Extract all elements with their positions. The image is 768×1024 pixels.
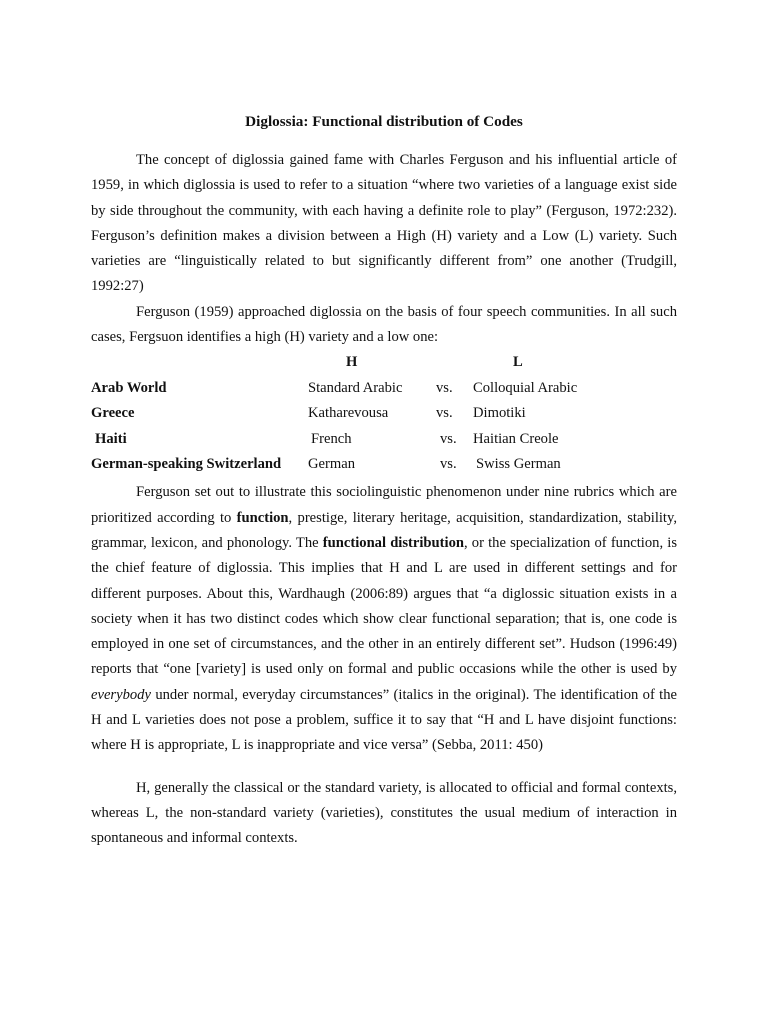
low-variety: Haitian Creole <box>473 430 559 447</box>
community-name: German-speaking Switzerland <box>91 456 282 473</box>
bold-term-functional-distribution: functional distribution <box>322 534 464 551</box>
table-header <box>91 350 677 376</box>
versus-label: vs. <box>440 430 457 447</box>
table-row <box>91 401 677 427</box>
paragraph-functional-distribution <box>91 480 677 758</box>
paragraph-communities: Ferguson (1959) approached diglossia on the basis of four speech communities. In all such cases, Fergsuon identifies a high (H) variety and a low one: <box>91 303 677 346</box>
high-variety: Katharevousa <box>308 405 389 422</box>
text-run: , prestige, literary heritage, acquisition, standardization, stability, grammar, lexicon, and phonology. The <box>91 509 677 551</box>
paragraph-h-and-l: H, generally the classical or the standard variety, is allocated to official and formal contexts, whereas L, the non-standard variety (varieties), constitutes the usual medium of interaction in spontaneous and informal contexts. <box>91 779 677 847</box>
versus-label: vs. <box>440 456 457 473</box>
high-variety: French <box>311 430 352 447</box>
text-run: under normal, everyday circumstances” (italics in the original). The identification of the H and L varieties does not pose a problem, suffice it to say that “H and L have disjoint functions: where H is appropriate, L is inappropriate and vice versa” (Sebba, 2011: 450) <box>91 686 677 754</box>
low-variety: Colloquial Arabic <box>473 379 578 396</box>
varieties-table <box>91 350 677 473</box>
versus-label: vs. <box>436 405 453 422</box>
document-title: Diglossia: Functional distribution of Codes <box>245 113 523 130</box>
table-row <box>91 452 677 478</box>
table-row <box>91 427 677 453</box>
community-name: Arab World <box>91 379 167 396</box>
versus-label: vs. <box>436 379 453 396</box>
low-variety: Dimotiki <box>473 405 526 422</box>
low-variety: Swiss German <box>476 456 561 473</box>
header-high: H <box>346 354 358 371</box>
bold-term-function: function <box>236 509 289 526</box>
header-low: L <box>513 354 523 371</box>
high-variety: German <box>308 456 356 473</box>
text-run: Ferguson set out to illustrate this sociolinguistic phenomenon under nine rubrics which are prioritized according to <box>91 484 677 526</box>
italic-term-everybody: everybody <box>91 686 151 703</box>
community-name: Greece <box>91 405 135 422</box>
text-run: , or the specialization of function, is the chief feature of diglossia. This implies that H and L are used in different settings and for different purposes. About this, Wardhaugh (2006:89) argues that “a diglossic situation exists in a society when it has two distinct codes which show clear functional separation; that is, one code is employed in one set of circumstances, and the other in an entirely different set”. Hudson (1996:49) reports that “one [variety] is used only on formal and public occasions while the other is used by <box>91 534 677 678</box>
high-variety: Standard Arabic <box>308 379 403 396</box>
table-row <box>91 376 677 402</box>
community-name: Haiti <box>95 430 127 447</box>
paragraph-intro: The concept of diglossia gained fame with Charles Ferguson and his influential article of 1959, in which diglossia is used to refer to a situation “where two varieties of a language exist side by side throughout the community, with each having a definite role to play” (Ferguson, 1972:232). Ferguson’s definition makes a division between a High (H) variety and a Low (L) variety. Such varieties are “linguistically related to but significantly different from” one another (Trudgill, 1992:27) <box>91 152 677 295</box>
